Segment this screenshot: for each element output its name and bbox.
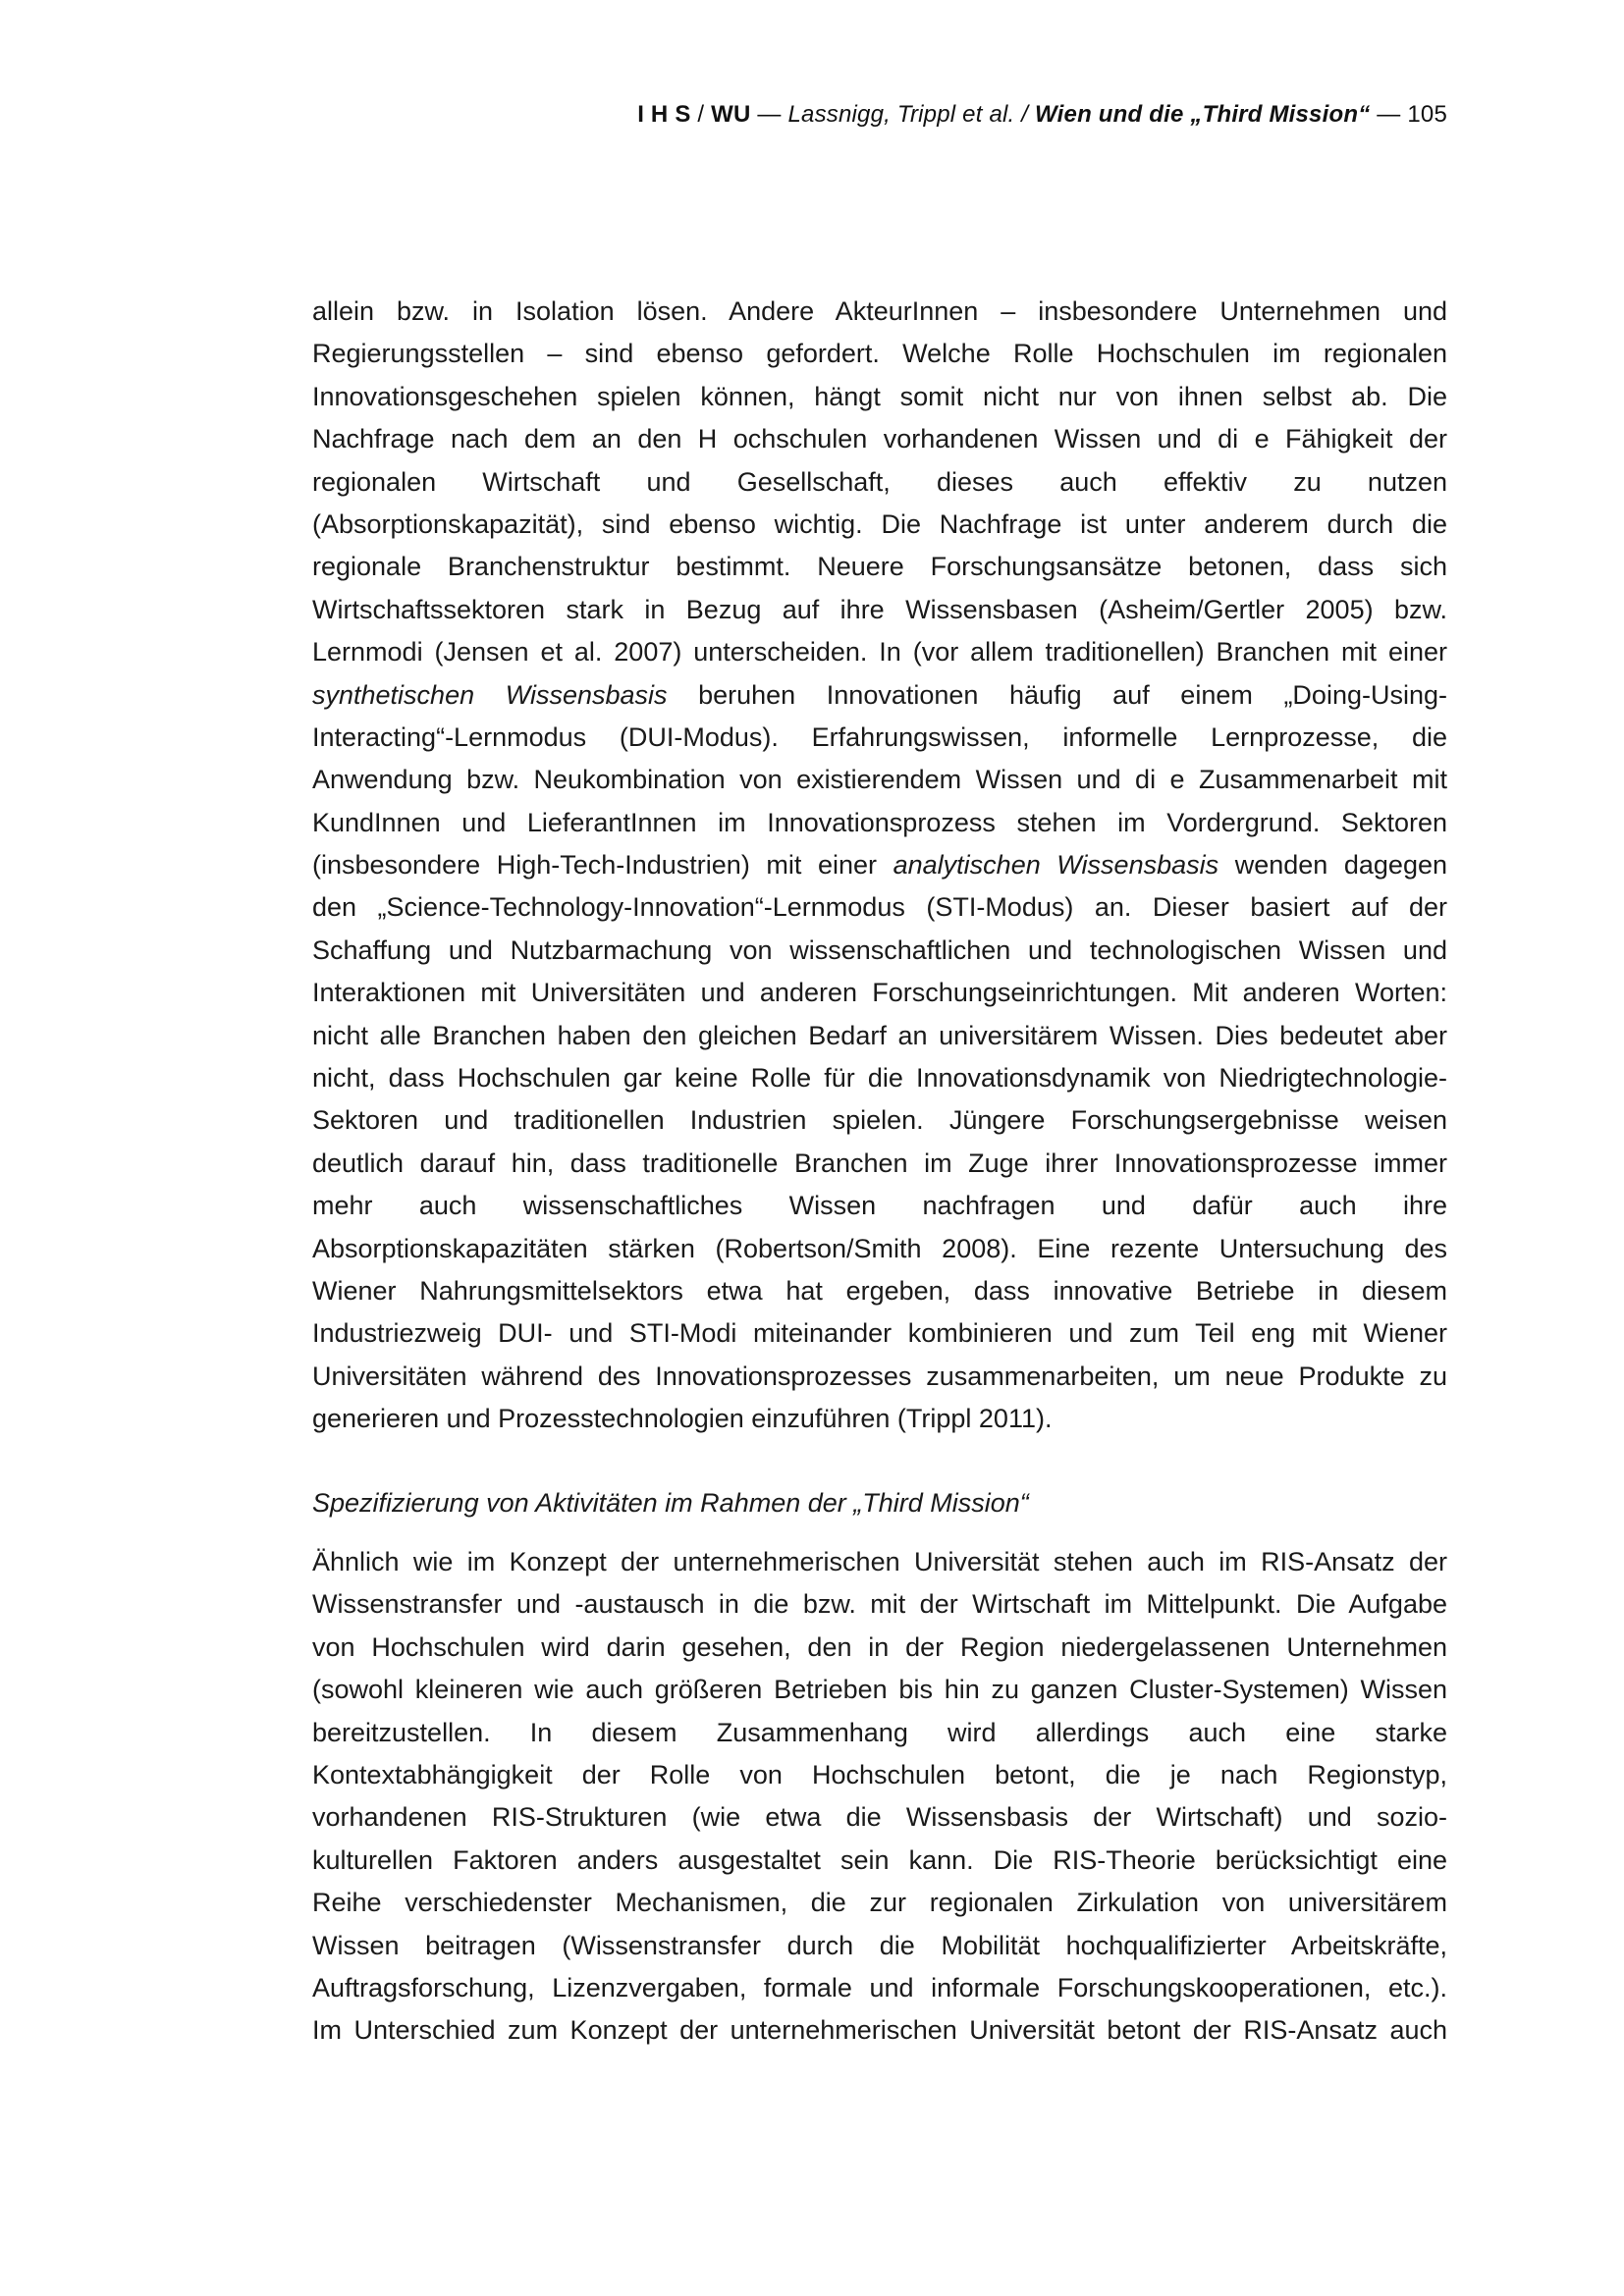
text-line: Wirtschaftssektoren stark in Bezug auf ihre Wissensbasen (Asheim/Gertler 2005) bzw. [312,594,1447,624]
paragraph-2 [312,1541,1447,2053]
text-line: Absorptionskapazitäten stärken (Robertson/Smith 2008). Eine rezente Untersuchung des [312,1233,1447,1263]
text-line: deutlich darauf hin, dass traditionelle Branchen im Zuge ihrer Innovationsprozesse immer [312,1148,1447,1178]
header-authors: Lassnigg, Trippl et al. / [787,101,1036,128]
paragraph-1 [312,291,1447,1441]
header-dash: — [750,101,788,128]
text-line: Wiener Nahrungsmittelsektors etwa hat ergeben, dass innovative Betriebe in diesem [312,1275,1447,1306]
text-line [312,844,1447,886]
emphasis-synthetic-knowledge-base: synthetischen Wissensbasis [312,679,668,710]
text-line: Universitäten während des Innovationsprozesses zusammenarbeiten, um neue Produkte zu [312,1361,1447,1391]
text-line: Innovationsgeschehen spielen können, hängt somit nicht nur von ihnen selbst ab. Die [312,381,1447,411]
text-line: generieren und Prozesstechnologien einzuführen (Trippl 2011). [312,1404,1053,1434]
header-title: Wien und die „Third Mission“ [1035,101,1371,128]
text-line-post: wenden dagegen [1218,850,1447,881]
text-line [312,674,1447,717]
text-line: Kontextabhängigkeit der Rolle von Hochschulen betont, die je nach Regionstyp, [312,1759,1447,1789]
text-line: Lernmodi (Jensen et al. 2007) unterscheiden. In (vor allem traditionellen) Branchen mit einer [312,637,1447,667]
section-heading: Spezifizierung von Aktivitäten im Rahmen der „Third Mission“ [312,1488,1029,1518]
page-number: 105 [1407,101,1447,128]
text-line: regionale Branchenstruktur bestimmt. Neuere Forschungsansätze betonen, dass sich [312,552,1447,582]
header-dash-2: — [1370,101,1408,128]
text-line-pre: (insbesondere High-Tech-Industrien) mit einer [312,850,893,881]
text-line: KundInnen und LieferantInnen im Innovationsprozess stehen im Vordergrund. Sektoren [312,807,1447,837]
text-line: nicht alle Branchen haben den gleichen Bedarf an universitärem Wissen. Dies bedeutet aber [312,1020,1447,1050]
text-line: Im Unterschied zum Konzept der unternehmerischen Universität betont der RIS-Ansatz auch [312,2015,1447,2046]
text-line: vorhandenen RIS-Strukturen (wie etwa die Wissensbasis der Wirtschaft) und sozio- [312,1802,1447,1833]
header-institutions: I H S [637,101,691,128]
text-line: von Hochschulen wird darin gesehen, den in der Region niedergelassenen Unternehmen [312,1631,1447,1662]
text-line: Industriezweig DUI- und STI-Modi miteinander kombinieren und zum Teil eng mit Wiener [312,1318,1447,1349]
text-line: mehr auch wissenschaftliches Wissen nachfragen und dafür auch ihre [312,1191,1447,1221]
emphasis-analytical-knowledge-base: analytischen Wissensbasis [893,850,1219,881]
text-line: Reihe verschiedenster Mechanismen, die zur regionalen Zirkulation von universitärem [312,1888,1447,1918]
text-line: Auftragsforschung, Lizenzvergaben, formale und informale Forschungskooperationen, etc.). [312,1972,1447,2002]
text-line: nicht, dass Hochschulen gar keine Rolle für die Innovationsdynamik von Niedrigtechnologie- [312,1063,1447,1094]
running-header [637,101,1447,129]
text-line: Anwendung bzw. Neukombination von existierendem Wissen und di e Zusammenarbeit mit [312,765,1447,795]
text-line: regionalen Wirtschaft und Gesellschaft, dieses auch effektiv zu nutzen [312,466,1447,497]
text-line: (sowohl kleineren wie auch größeren Betrieben bis hin zu ganzen Cluster-Systemen) Wissen [312,1675,1447,1705]
header-partner: WU [711,101,751,128]
text-line: Interaktionen mit Universitäten und anderen Forschungseinrichtungen. Mit anderen Worten: [312,978,1447,1008]
text-line: Regierungsstellen – sind ebenso gefordert. Welche Rolle Hochschulen im regionalen [312,339,1447,369]
text-line: Nachfrage nach dem an den H ochschulen vorhandenen Wissen und di e Fähigkeit der [312,424,1447,454]
text-line: den „Science-Technology-Innovation“-Lernmodus (STI-Modus) an. Dieser basiert auf der [312,892,1447,923]
text-line-rest: beruhen Innovationen häufig auf einem „Doing-Using- [667,679,1447,710]
text-line: bereitzustellen. In diesem Zusammenhang wird allerdings auch eine starke [312,1717,1447,1747]
text-line: Ähnlich wie im Konzept der unternehmerischen Universität stehen auch im RIS-Ansatz der [312,1547,1447,1576]
header-separator: / [690,101,712,128]
text-line: (Absorptionskapazität), sind ebenso wichtig. Die Nachfrage ist unter anderem durch die [312,508,1447,539]
text-line: Wissenstransfer und -austausch in die bzw. mit der Wirtschaft im Mittelpunkt. Die Aufgabe [312,1589,1447,1620]
text-line: Wissen beitragen (Wissenstransfer durch die Mobilität hochqualifizierter Arbeitskräfte, [312,1930,1447,1960]
text-line: Interacting“-Lernmodus (DUI-Modus). Erfahrungswissen, informelle Lernprozesse, die [312,721,1447,752]
text-line: kulturellen Faktoren anders ausgestaltet sein kann. Die RIS-Theorie berücksichtigt eine [312,1844,1447,1875]
text-line: Sektoren und traditionellen Industrien spielen. Jüngere Forschungsergebnisse weisen [312,1105,1447,1136]
text-line: Schaffung und Nutzbarmachung von wissenschaftlichen und technologischen Wissen und [312,934,1447,965]
text-line: allein bzw. in Isolation lösen. Andere AkteurInnen – insbesondere Unternehmen und [312,296,1447,326]
